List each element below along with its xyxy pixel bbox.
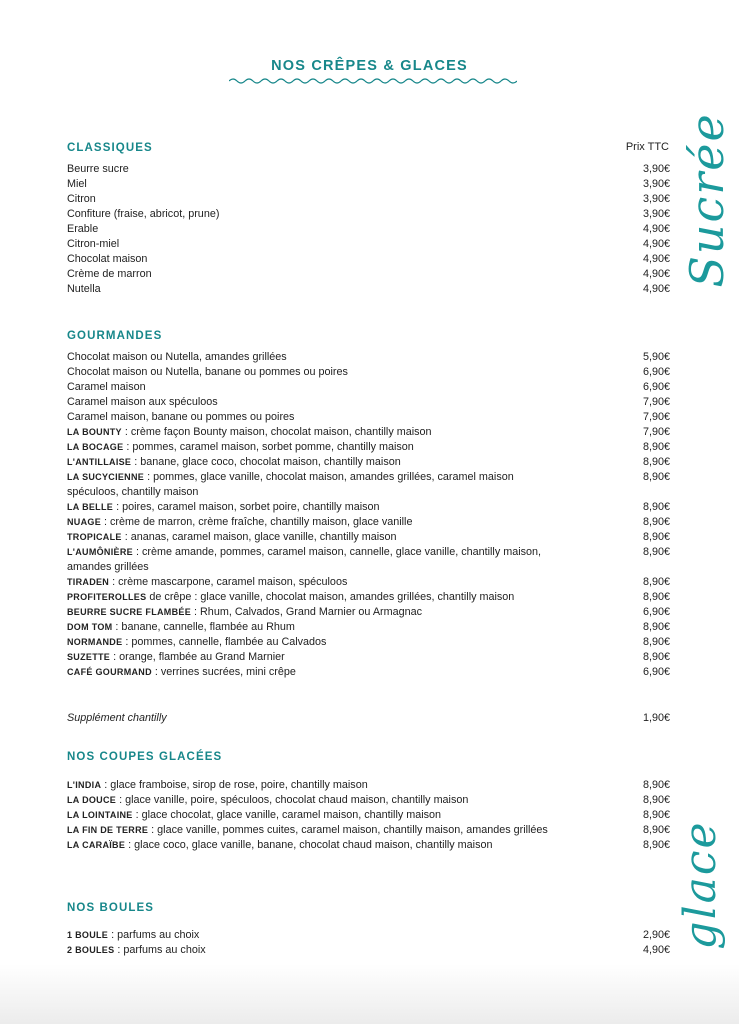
section-title-coupes: NOS COUPES GLACÉES	[67, 751, 223, 763]
menu-item-name: BEURRE SUCRE FLAMBÉE	[67, 607, 192, 617]
menu-item-price: 5,90€	[642, 351, 670, 363]
supplement-price: 1,90€	[642, 712, 670, 724]
menu-item-text: : glace framboise, sirop de rose, poire, chantilly maison	[101, 779, 368, 791]
menu-item	[67, 793, 670, 808]
menu-item-name: L'AUMÔNIÈRE	[67, 547, 133, 557]
menu-item-price: 8,90€	[642, 809, 670, 821]
section-title-boules: NOS BOULES	[67, 902, 155, 914]
menu-item-name: LA BOUNTY	[67, 427, 122, 437]
menu-item-text: : crème amande, pommes, caramel maison, cannelle, glace vanille, chantilly maison, amandes grillées	[67, 546, 542, 573]
menu-item-text: : banane, cannelle, flambée au Rhum	[112, 621, 295, 633]
menu-item-desc	[67, 395, 567, 410]
menu-item-price: 8,90€	[642, 839, 670, 851]
menu-item	[67, 515, 670, 530]
menu-item	[67, 530, 670, 545]
menu-item-price: 8,90€	[642, 501, 670, 513]
menu-item-desc	[67, 545, 567, 575]
menu-item-text: Citron-miel	[67, 238, 120, 250]
menu-item-price: 8,90€	[642, 531, 670, 543]
menu-item	[67, 237, 670, 252]
menu-item-price: 8,90€	[642, 546, 670, 558]
menu-item-text: Nutella	[67, 283, 101, 295]
list-coupes	[67, 778, 670, 853]
menu-item-desc	[67, 350, 567, 365]
menu-item-name: L'ANTILLAISE	[67, 457, 132, 467]
menu-item	[67, 500, 670, 515]
menu-item-name: LA CARAÏBE	[67, 840, 126, 850]
list-boules	[67, 928, 670, 958]
menu-item-text: : verrines sucrées, mini crêpe	[151, 666, 296, 678]
menu-item-text: Beurre sucre	[67, 163, 129, 175]
menu-item-price: 3,90€	[642, 208, 670, 220]
menu-item-price: 7,90€	[642, 411, 670, 423]
menu-item-desc	[67, 793, 567, 808]
menu-item	[67, 455, 670, 470]
menu-item-desc	[67, 440, 567, 455]
menu-item	[67, 650, 670, 665]
menu-item-desc	[67, 192, 567, 207]
menu-item-text: Caramel maison, banane ou pommes ou poires	[67, 411, 295, 423]
menu-item-price: 2,90€	[642, 929, 670, 941]
menu-item-price: 8,90€	[642, 824, 670, 836]
menu-item	[67, 635, 670, 650]
menu-item-name: LA DOUCE	[67, 795, 117, 805]
menu-item-desc	[67, 162, 567, 177]
section-title-classiques: CLASSIQUES	[67, 142, 153, 154]
menu-item	[67, 162, 670, 177]
menu-item-text: Erable	[67, 223, 99, 235]
section-title-gourmandes: GOURMANDES	[67, 330, 163, 342]
wave-divider	[229, 76, 517, 86]
menu-item-name: LA SUCYCIENNE	[67, 472, 145, 482]
menu-item-desc	[67, 620, 567, 635]
menu-item-price: 4,90€	[642, 238, 670, 250]
menu-item-price: 8,90€	[642, 636, 670, 648]
menu-item-text: : poires, caramel maison, sorbet poire, chantilly maison	[113, 501, 380, 513]
menu-item-name: LA LOINTAINE	[67, 810, 133, 820]
menu-item-desc	[67, 635, 567, 650]
menu-item-desc	[67, 665, 567, 680]
menu-item-text: : Rhum, Calvados, Grand Marnier ou Armagnac	[191, 606, 423, 618]
menu-item-desc	[67, 838, 567, 853]
menu-item-text: Chocolat maison ou Nutella, amandes grillées	[67, 351, 287, 363]
decor-script-glace: glace	[675, 820, 726, 950]
menu-item-name: CAFÉ GOURMAND	[67, 667, 152, 677]
menu-item-name: NUAGE	[67, 517, 102, 527]
menu-item-text: : pommes, glace vanille, chocolat maison, amandes grillées, caramel maison spéculoos, chantilly maison	[67, 471, 514, 498]
menu-item-name: TROPICALE	[67, 532, 122, 542]
menu-item	[67, 177, 670, 192]
menu-item-desc	[67, 530, 567, 545]
menu-item	[67, 778, 670, 793]
menu-item-desc	[67, 177, 567, 192]
menu-item-price: 4,90€	[642, 253, 670, 265]
menu-item-text: Chocolat maison	[67, 253, 148, 265]
menu-item	[67, 665, 670, 680]
menu-item-name: 2 BOULES	[67, 945, 115, 955]
menu-item-desc	[67, 928, 567, 943]
menu-item-price: 4,90€	[642, 283, 670, 295]
menu-item-name: PROFITEROLLES	[67, 592, 147, 602]
menu-item	[67, 395, 670, 410]
menu-item-text: : crème de marron, crème fraîche, chantilly maison, glace vanille	[101, 516, 413, 528]
menu-item-text: Citron	[67, 193, 96, 205]
menu-item-text: Crème de marron	[67, 268, 152, 280]
menu-item-text: Caramel maison aux spéculoos	[67, 396, 218, 408]
menu-item	[67, 365, 670, 380]
menu-item	[67, 808, 670, 823]
menu-item	[67, 267, 670, 282]
menu-item-text: Confiture (fraise, abricot, prune)	[67, 208, 220, 220]
list-classiques	[67, 162, 670, 297]
menu-item-text: : banane, glace coco, chocolat maison, chantilly maison	[131, 456, 401, 468]
menu-item-price: 8,90€	[642, 471, 670, 483]
menu-item-name: LA BOCAGE	[67, 442, 124, 452]
menu-item-name: TIRADEN	[67, 577, 110, 587]
supplement-row	[67, 711, 670, 726]
menu-item	[67, 470, 670, 500]
menu-item-desc	[67, 575, 567, 590]
menu-item-price: 4,90€	[642, 944, 670, 956]
menu-item-price: 8,90€	[642, 651, 670, 663]
menu-item	[67, 575, 670, 590]
menu-item-name: LA BELLE	[67, 502, 114, 512]
decor-script-sucree: Sucrée	[680, 112, 734, 288]
menu-item	[67, 838, 670, 853]
menu-item	[67, 282, 670, 297]
menu-item-text: Chocolat maison ou Nutella, banane ou pommes ou poires	[67, 366, 348, 378]
menu-item-name: NORMANDE	[67, 637, 123, 647]
menu-item-text: : parfums au choix	[114, 944, 206, 956]
menu-item-price: 8,90€	[642, 516, 670, 528]
menu-item-text: Caramel maison	[67, 381, 146, 393]
menu-item-text: : glace chocolat, glace vanille, caramel maison, chantilly maison	[132, 809, 442, 821]
menu-item	[67, 410, 670, 425]
menu-item-price: 7,90€	[642, 396, 670, 408]
menu-item-text: : ananas, caramel maison, glace vanille, chantilly maison	[121, 531, 397, 543]
menu-item	[67, 605, 670, 620]
menu-item-price: 6,90€	[642, 666, 670, 678]
menu-item-price: 8,90€	[642, 456, 670, 468]
menu-item-name: DOM TOM	[67, 622, 113, 632]
menu-item-price: 6,90€	[642, 366, 670, 378]
menu-item-price: 3,90€	[642, 178, 670, 190]
menu-item-price: 8,90€	[642, 794, 670, 806]
menu-item-desc	[67, 267, 567, 282]
menu-item-price: 8,90€	[642, 576, 670, 588]
menu-item-price: 6,90€	[642, 381, 670, 393]
menu-item-price: 8,90€	[642, 591, 670, 603]
menu-item	[67, 252, 670, 267]
menu-item-text: : glace vanille, pommes cuites, caramel maison, chantilly maison, amandes grillées	[148, 824, 548, 836]
menu-item-text: : crème façon Bounty maison, chocolat maison, chantilly maison	[121, 426, 432, 438]
menu-item-desc	[67, 282, 567, 297]
menu-item-desc	[67, 207, 567, 222]
list-gourmandes	[67, 350, 670, 680]
menu-item	[67, 380, 670, 395]
page-title: NOS CRÊPES & GLACES	[271, 58, 468, 74]
menu-item-price: 6,90€	[642, 606, 670, 618]
supplement-desc: Supplément chantilly	[67, 712, 167, 724]
menu-item	[67, 222, 670, 237]
menu-item-price: 4,90€	[642, 268, 670, 280]
menu-item-text: : orange, flambée au Grand Marnier	[110, 651, 285, 663]
menu-item-price: 7,90€	[642, 426, 670, 438]
menu-item-desc	[67, 365, 567, 380]
price-header: Prix TTC	[625, 141, 669, 153]
menu-item	[67, 823, 670, 838]
menu-item-desc	[67, 808, 567, 823]
menu-item-desc	[67, 500, 567, 515]
menu-item	[67, 350, 670, 365]
menu-item	[67, 440, 670, 455]
menu-item	[67, 620, 670, 635]
menu-item-text: de crêpe : glace vanille, chocolat maison, amandes grillées, chantilly maison	[146, 591, 515, 603]
menu-item	[67, 545, 670, 575]
menu-item-desc	[67, 590, 567, 605]
menu-item-desc	[67, 650, 567, 665]
menu-item	[67, 192, 670, 207]
menu-item	[67, 943, 670, 958]
menu-item-price: 8,90€	[642, 621, 670, 633]
menu-item-text: : glace vanille, poire, spéculoos, chocolat chaud maison, chantilly maison	[116, 794, 469, 806]
menu-item-desc	[67, 515, 567, 530]
menu-item-desc	[67, 778, 567, 793]
menu-item-price: 4,90€	[642, 223, 670, 235]
menu-item-price: 3,90€	[642, 163, 670, 175]
menu-item-desc	[67, 470, 567, 500]
menu-item-name: L'INDIA	[67, 780, 102, 790]
menu-item-desc	[67, 222, 567, 237]
menu-item-desc	[67, 425, 567, 440]
menu-item-desc	[67, 380, 567, 395]
menu-item-text: : crème mascarpone, caramel maison, spéculoos	[109, 576, 348, 588]
menu-item-text: : glace coco, glace vanille, banane, chocolat chaud maison, chantilly maison	[125, 839, 493, 851]
menu-item-price: 3,90€	[642, 193, 670, 205]
menu-item-text: : pommes, cannelle, flambée au Calvados	[122, 636, 327, 648]
menu-item-desc	[67, 943, 567, 958]
menu-item	[67, 590, 670, 605]
menu-item-name: SUZETTE	[67, 652, 111, 662]
menu-item	[67, 425, 670, 440]
menu-item-desc	[67, 410, 567, 425]
bottom-shade	[0, 964, 739, 1024]
menu-item-price: 8,90€	[642, 779, 670, 791]
menu-item-desc	[67, 455, 567, 470]
menu-item-name: 1 BOULE	[67, 930, 109, 940]
menu-item-desc	[67, 252, 567, 267]
menu-item-text: Miel	[67, 178, 87, 190]
menu-item-desc	[67, 237, 567, 252]
menu-item-desc	[67, 605, 567, 620]
menu-item-text: : pommes, caramel maison, sorbet pomme, chantilly maison	[123, 441, 414, 453]
menu-item-price: 8,90€	[642, 441, 670, 453]
menu-item	[67, 928, 670, 943]
menu-item-text: : parfums au choix	[108, 929, 200, 941]
menu-item	[67, 207, 670, 222]
menu-item-name: LA FIN DE TERRE	[67, 825, 149, 835]
menu-item-desc	[67, 823, 567, 838]
